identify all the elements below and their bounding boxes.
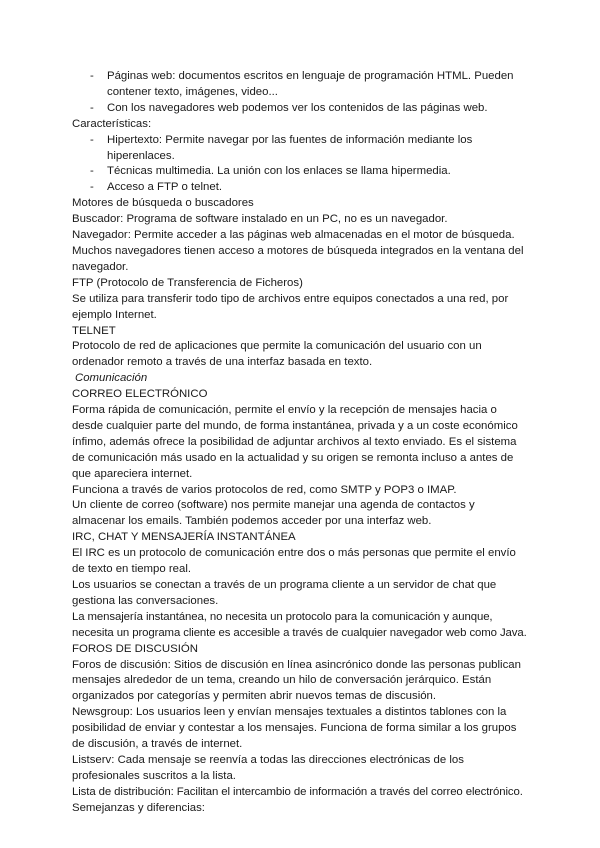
- caracteristicas-bullet-list: [72, 133, 527, 197]
- foros-paragraph-3: Listserv: Cada mensaje se reenvía a todas las direcciones electrónicas de los profesionales suscritos a la lista.: [72, 753, 464, 782]
- foros-heading: FOROS DE DISCUSIÓN: [72, 642, 198, 655]
- telnet-heading: TELNET: [72, 324, 116, 337]
- web-bullet-list: [72, 69, 527, 117]
- irc-paragraph-1: El IRC es un protocolo de comunicación entre dos o más personas que permite el envío de texto en tiempo real.: [72, 547, 516, 576]
- caracteristicas-heading: Características:: [72, 117, 152, 130]
- navegador-paragraph: Navegador: Permite acceder a las páginas web almacenadas en el motor de búsqueda. Muchos navegadores tienen acceso a motores de búsqueda integrados en la ventana del navegador.: [72, 229, 524, 273]
- correo-paragraph-3: Un cliente de correo (software) nos permite manejar una agenda de contactos y almacenar los emails. También podemos acceder por una interfaz web.: [72, 499, 475, 528]
- list-item: - Técnicas multimedia. La unión con los enlaces se llama hipermedia.: [72, 164, 527, 180]
- list-item: - Con los navegadores web podemos ver los contenidos de las páginas web.: [72, 101, 527, 117]
- ftp-paragraph: Se utiliza para transferir todo tipo de archivos entre equipos conectados a una red, por ejemplo Internet.: [72, 292, 509, 321]
- irc-paragraph-2: Los usuarios se conectan a través de un programa cliente a un servidor de chat que gestiona las conversaciones.: [72, 579, 497, 607]
- buscador-paragraph: Buscador: Programa de software instalado en un PC, no es un navegador.: [72, 213, 448, 226]
- semejanzas-heading: Semejanzas y diferencias:: [72, 801, 205, 814]
- motores-heading: Motores de búsqueda o buscadores: [72, 197, 254, 210]
- irc-paragraph-3: La mensajería instantánea, no necesita un protocolo para la comunicación y aunque, necesita un programa cliente es accesible a través de cualquier navegador web como Java.: [72, 610, 527, 639]
- correo-paragraph-2: Funciona a través de varios protocolos de red, como SMTP y POP3 o IMAP.: [72, 483, 457, 496]
- irc-heading: IRC, CHAT Y MENSAJERÍA INSTANTÁNEA: [72, 531, 296, 544]
- foros-paragraph-2: Newsgroup: Los usuarios leen y envían mensajes textuales a distintos tablones con la posibilidad de enviar y contestar a los mensajes. Funciona de forma similar a los grupos de discusión, a través de internet.: [72, 706, 517, 751]
- list-item: - Páginas web: documentos escritos en lenguaje de programación HTML. Pueden contener texto, imágenes, video...: [72, 69, 527, 101]
- foros-paragraph-4: Lista de distribución: Facilitan el intercambio de información a través del correo electrónico.: [72, 785, 523, 798]
- comunicacion-heading: Comunicación: [75, 372, 148, 385]
- document-body: [72, 69, 527, 817]
- telnet-paragraph: Protocolo de red de aplicaciones que permite la comunicación del usuario con un ordenador remoto a través de una interfaz basada en texto.: [72, 340, 482, 369]
- list-item: - Hipertexto: Permite navegar por las fuentes de información mediante los hiperenlaces.: [72, 133, 527, 165]
- foros-paragraph-1: Foros de discusión: Sitios de discusión en línea asincrónico donde las personas publican mensajes alrededor de un tema, creando un hilo de conversación jerárquico. Están organizados por categorías y permiten abrir nuevos temas de discusión.: [72, 658, 521, 703]
- ftp-heading: FTP (Protocolo de Transferencia de Ficheros): [72, 276, 303, 289]
- list-item: - Acceso a FTP o telnet.: [72, 180, 527, 196]
- correo-heading: CORREO ELECTRÓNICO: [72, 388, 208, 401]
- correo-paragraph-1: Forma rápida de comunicación, permite el envío y la recepción de mensajes hacia o desde cualquier parte del mundo, de forma instantánea, privada y a un coste económico ínfimo, además ofrece la posibilidad de adjuntar archivos al texto enviado. Es el sistema de comunicación más usado en la actualidad y su origen se remonta incluso a antes de que apareciera internet.: [72, 404, 518, 480]
